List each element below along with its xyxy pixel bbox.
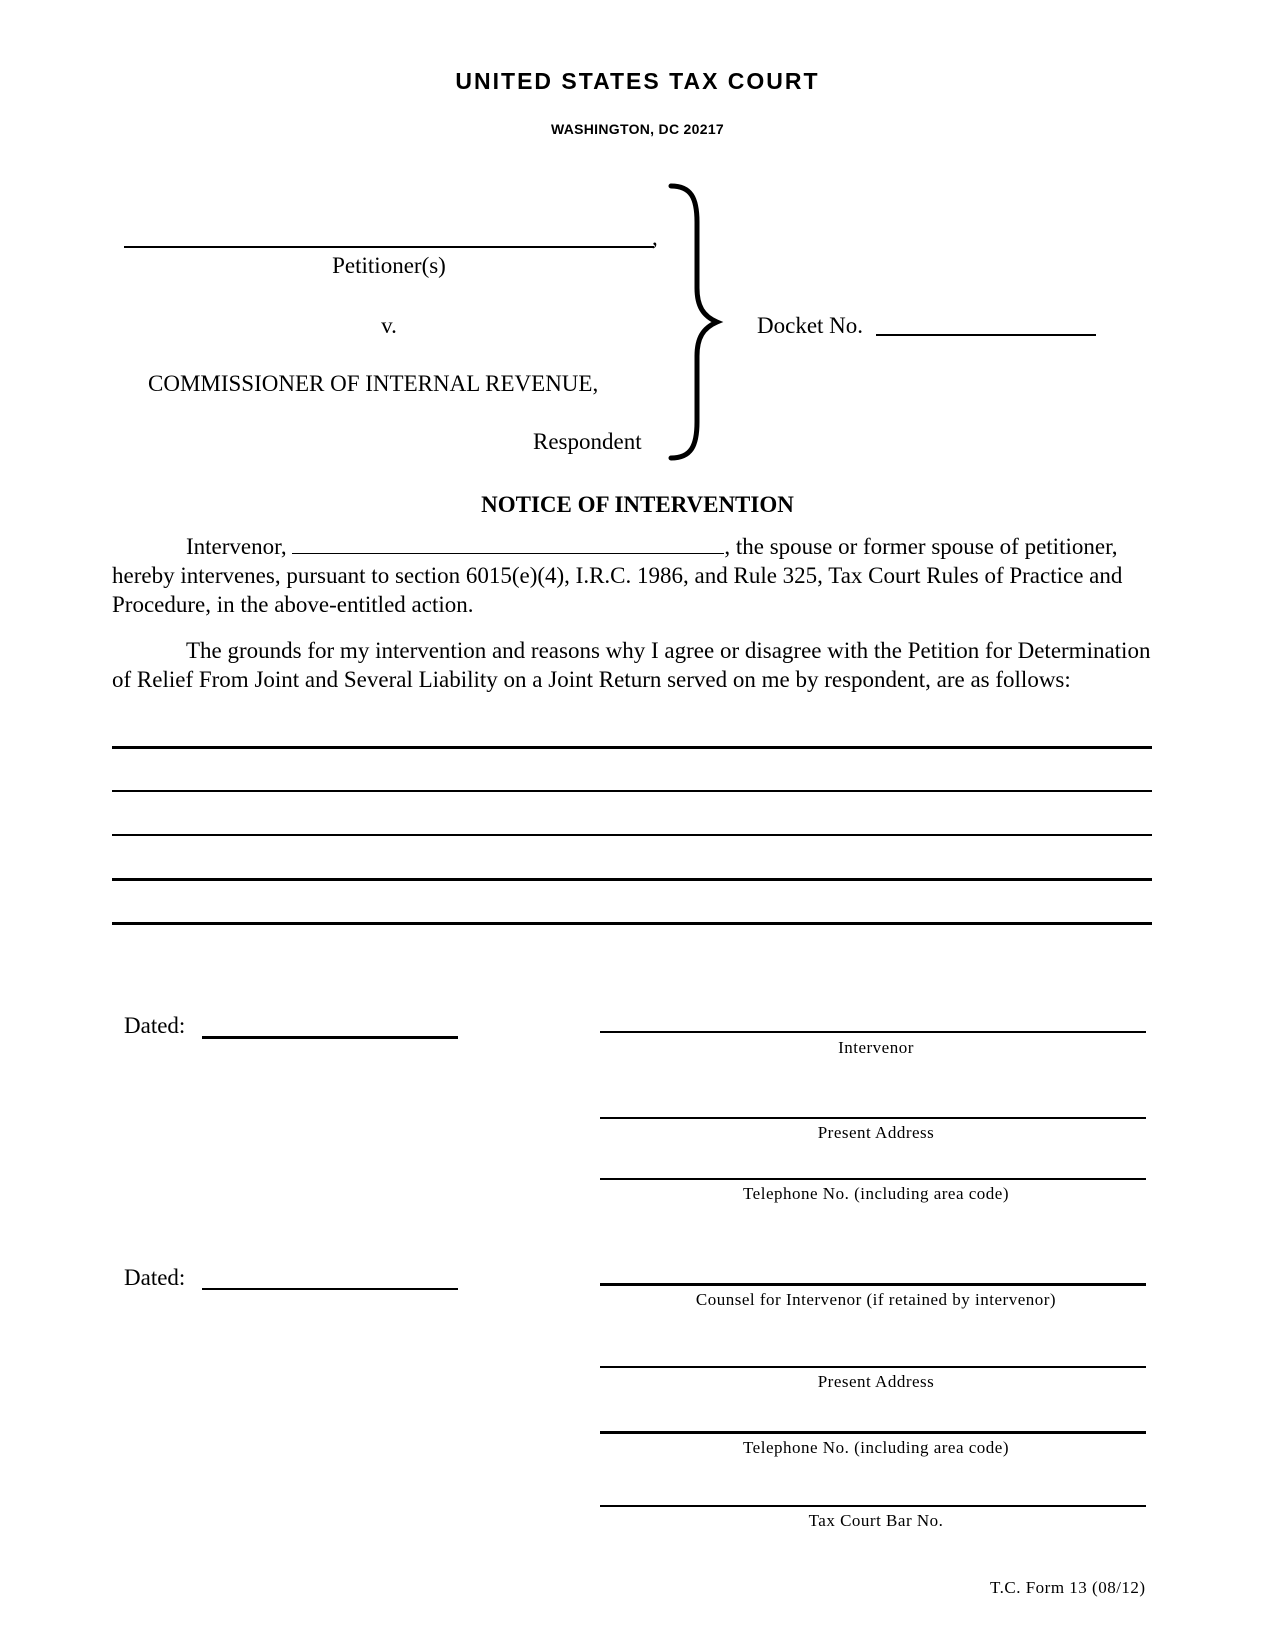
court-title: UNITED STATES TAX COURT (455, 68, 820, 94)
counsel-address-line[interactable] (600, 1366, 1146, 1368)
notice-title: NOTICE OF INTERVENTION (481, 492, 794, 517)
bar-number-label: Tax Court Bar No. (808, 1511, 944, 1530)
intervenor-label: Intervenor (838, 1038, 914, 1057)
petitioner-name-line[interactable] (124, 246, 654, 248)
respondent-label: Respondent (533, 429, 642, 454)
grounds-line[interactable] (112, 746, 1152, 749)
present-address-label: Present Address (817, 1123, 935, 1142)
counsel-telephone-line[interactable] (600, 1431, 1146, 1434)
intervention-paragraph-rest: hereby intervenes, pursuant to section 6015(e)(4), I.R.C. 1986, and Rule 325, Tax Court Rules of Practice and Procedure, in the above-entitled action. (112, 563, 1123, 617)
telephone-label: Telephone No. (including area code) (742, 1184, 1009, 1203)
petitioner-label: Petitioner(s) (332, 253, 446, 278)
grounds-line[interactable] (112, 790, 1152, 792)
counsel-signature-line[interactable] (600, 1283, 1146, 1286)
present-address-line[interactable] (600, 1117, 1146, 1119)
counsel-label: Counsel for Intervenor (if retained by intervenor) (695, 1290, 1057, 1309)
docket-label: Docket No. (757, 313, 864, 338)
dated-line[interactable] (202, 1036, 458, 1039)
telephone-line[interactable] (600, 1178, 1146, 1180)
bar-number-line[interactable] (600, 1505, 1146, 1507)
grounds-line[interactable] (112, 834, 1152, 836)
petitioner-comma: , (652, 225, 658, 250)
counsel-address-label: Present Address (817, 1372, 935, 1391)
caption-brace-icon (665, 182, 725, 462)
dated-label: Dated: (124, 1013, 186, 1038)
respondent-name: COMMISSIONER OF INTERNAL REVENUE, (148, 371, 599, 396)
form-number: T.C. Form 13 (08/12) (990, 1578, 1146, 1597)
grounds-line[interactable] (112, 922, 1152, 925)
dated-label: Dated: (124, 1265, 186, 1290)
grounds-paragraph (112, 636, 1172, 694)
versus-label: v. (381, 313, 397, 338)
dated-line[interactable] (202, 1288, 458, 1290)
docket-number-line[interactable] (876, 334, 1096, 336)
intervention-paragraph (112, 532, 1172, 619)
grounds-text: The grounds for my intervention and reasons why I agree or disagree with the Petition for Determination of Relief From Joint and Several Liability on a Joint Return served on me by respondent, are as follows: (112, 638, 1151, 692)
court-address: WASHINGTON, DC 20217 (550, 121, 724, 137)
counsel-telephone-label: Telephone No. (including area code) (742, 1438, 1009, 1457)
intervenor-name-line[interactable] (292, 533, 724, 554)
intervenor-suffix: , the spouse or former spouse of petitioner, (724, 534, 1118, 559)
intervenor-prefix: Intervenor, (186, 534, 287, 559)
intervenor-signature-line[interactable] (600, 1031, 1146, 1033)
grounds-line[interactable] (112, 878, 1152, 881)
